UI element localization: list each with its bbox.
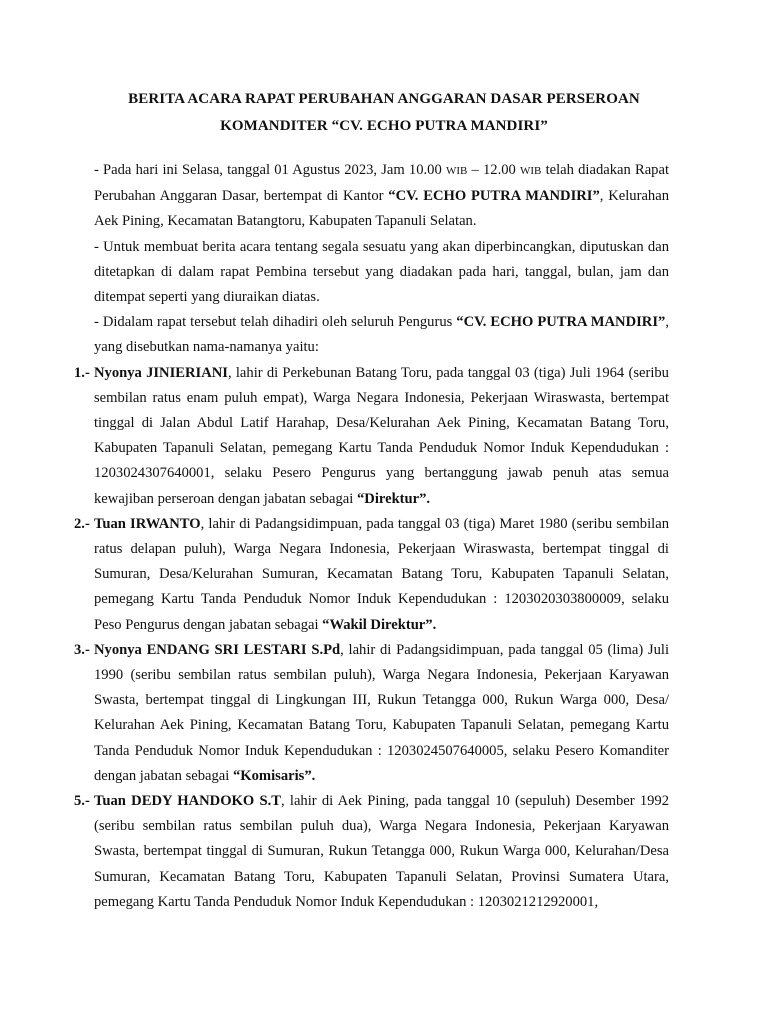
list-item bbox=[74, 789, 670, 915]
text-run: - Didalam rapat tersebut telah dihadiri oleh seluruh Pengurus bbox=[94, 314, 457, 331]
text-run: , Kelurahan Aek Pining, Kecamatan Batangtoru, Kabupaten Tapanuli Selatan. bbox=[94, 188, 669, 230]
list-number: 5.- bbox=[74, 793, 90, 810]
company-name: “CV. ECHO PUTRA MANDIRI” bbox=[388, 188, 600, 205]
person-name: Tuan IRWANTO bbox=[94, 515, 201, 532]
person-role: “Direktur”. bbox=[356, 490, 431, 507]
list-item bbox=[74, 638, 669, 789]
list-number: 1.- bbox=[74, 364, 90, 381]
person-name: Nyonya ENDANG SRI LESTARI S.Pd bbox=[94, 641, 341, 658]
title-line-1: BERITA ACARA RAPAT PERUBAHAN ANGGARAN DASAR PERSEROAN bbox=[128, 91, 640, 107]
document-title bbox=[96, 86, 672, 140]
document-body bbox=[74, 158, 670, 915]
paragraph-purpose: - Untuk membuat berita acara tentang segala sesuatu yang akan diperbincangkan, diputuskan dan ditetapkan di dalam rapat Pembina tersebut yang diadakan pada hari, tanggal, bulan, jam dan ditempat seperti yang diuraikan diatas. bbox=[94, 238, 669, 306]
timezone-label: WIB bbox=[445, 165, 468, 177]
list-number: 2.- bbox=[74, 515, 90, 532]
person-name: Tuan DEDY HANDOKO S.T bbox=[94, 793, 281, 810]
text-run: – 12.00 bbox=[467, 162, 521, 178]
person-details: , lahir di Aek Pining, pada tanggal 10 (sepuluh) Desember 1992 (seribu sembilan ratus sembilan puluh dua), Warga Negara Indonesia, Pekerjaan Karyawan Swasta, bertempat tinggal di Sumuran, Rukun Tetangga 000, Rukun Warga 000, Kelurahan/Desa Sumuran, Kecamatan Batang Toru, Kabupaten Tapanuli Selatan, Provinsi Sumatera Utara, pemegang Kartu Tanda Penduduk Nomor Induk Kependudukan : 1203021212920001, bbox=[94, 793, 670, 910]
person-role: “Wakil Direktur”. bbox=[322, 616, 437, 633]
person-details: , lahir di Perkebunan Batang Toru, pada tanggal 03 (tiga) Juli 1964 (seribu sembilan ratus enam puluh empat), Warga Negara Indonesia, Pekerjaan Wiraswasta, bertempat tinggal di Jalan Abdul Latif Harahap, Desa/Kelurahan Aek Pining, Kecamatan Batang Toru, Kabupaten Tapanuli Selatan, pemegang Kartu Tanda Penduduk Nomor Induk Kependudukan : 1203024307640001, selaku Pesero Pengurus yang bertanggung jawab penuh atas semua kewajiban perseroan dengan jabatan sebagai bbox=[94, 364, 669, 507]
paragraph-attendance bbox=[94, 310, 669, 360]
list-item bbox=[74, 512, 669, 638]
timezone-label: WIB bbox=[520, 165, 542, 177]
person-details: , lahir di Padangsidimpuan, pada tanggal 05 (lima) Juli 1990 (seribu sembilan ratus sembilan puluh), Warga Negara Indonesia, Pekerjaan Karyawan Swasta, bertempat tinggal di Lingkungan III, Rukun Tetangga 000, Rukun Warga 000, Desa/ Kelurahan Aek Pining, Kecamatan Batang Toru, Kabupaten Tapanuli Selatan, pemegang Kartu Tanda Penduduk Nomor Induk Kependudukan : 1203024507640005, selaku Pesero Komanditer dengan jabatan sebagai bbox=[94, 641, 669, 784]
person-name: Nyonya JINIERIANI bbox=[94, 364, 228, 381]
list-item bbox=[74, 361, 669, 512]
text-run: telah diadakan Rapat Perubahan Anggaran Dasar, bertempat di Kantor bbox=[94, 162, 670, 205]
title-line-2: KOMANDITER “CV. ECHO PUTRA MANDIRI” bbox=[220, 118, 548, 134]
text-run: , yang disebutkan nama-namanya yaitu: bbox=[94, 314, 669, 356]
company-name: “CV. ECHO PUTRA MANDIRI” bbox=[456, 314, 666, 331]
paragraph-meeting-time bbox=[94, 158, 669, 235]
person-details: , lahir di Padangsidimpuan, pada tanggal 03 (tiga) Maret 1980 (seribu sembilan ratus delapan puluh), Warga Negara Indonesia, Pekerjaan Wiraswasta, bertempat tinggal di Sumuran, Desa/Kelurahan Sumuran, Kecamatan Batang Toru, Kabupaten Tapanuli Selatan, pemegang Kartu Tanda Penduduk Nomor Induk Kependudukan : 1203020303800009, selaku Peso Pengurus dengan jabatan sebagai bbox=[94, 515, 669, 633]
text-run: - Pada hari ini Selasa, tanggal 01 Agustus 2023, Jam 10.00 bbox=[94, 162, 446, 178]
list-number: 3.- bbox=[74, 641, 90, 658]
person-role: “Komisaris”. bbox=[232, 767, 316, 784]
